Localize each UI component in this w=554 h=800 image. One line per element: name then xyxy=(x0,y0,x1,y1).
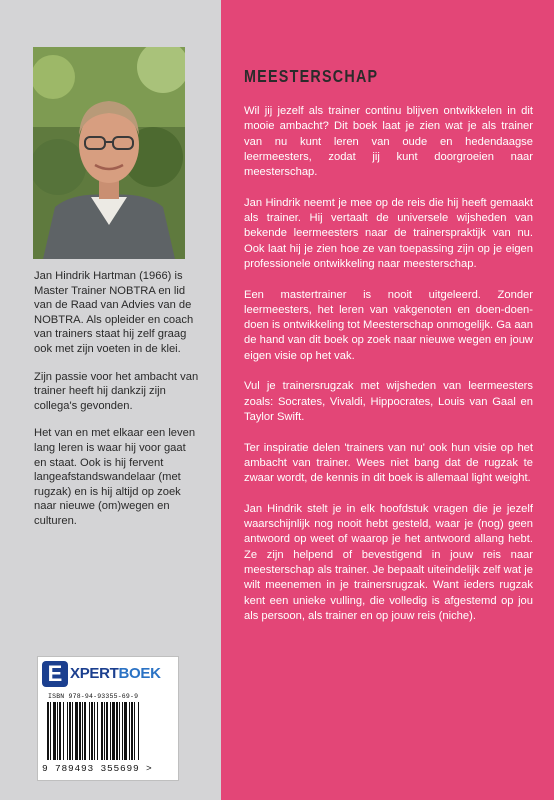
barcode-bar xyxy=(104,702,105,760)
publisher-name-part2: BOEK xyxy=(118,665,161,682)
author-bio xyxy=(34,269,200,542)
publisher-logo-mark: E xyxy=(42,661,68,687)
barcode-bar xyxy=(59,702,61,760)
barcode-bar xyxy=(75,702,78,760)
barcode-bar xyxy=(91,702,93,760)
body-paragraph: Jan Hindrik neemt je mee op de reis die hij heeft gemaakt als trainer. Hij vertaalt de universele wijsheden van bekende leermeesters naar de trainerspraktijk van nu. Ook laat hij je zien hoe ze van toepassing zijn op je eigen professionele ontwikkeling naar meesterschap. xyxy=(244,196,533,270)
barcode-bar xyxy=(82,702,83,760)
barcode-bar xyxy=(106,702,108,760)
bio-paragraph: Zijn passie voor het ambacht van trainer heeft hij dankzij zijn collega's gevonden. xyxy=(34,370,199,412)
publisher-logo xyxy=(42,661,174,687)
barcode-bar xyxy=(122,702,123,760)
bio-paragraph: Jan Hindrik Hartman (1966) is Master Trainer NOBTRA en lid van de Raad van Advies van de NOBTRA. Als opleider en coach van trainers staat hij zelf graag ook met zijn voeten in de klei. xyxy=(34,270,194,355)
barcode-bar xyxy=(69,702,71,760)
barcode-bar xyxy=(67,702,68,760)
barcode-bar xyxy=(131,702,133,760)
barcode-bar xyxy=(138,702,139,760)
barcode-bar xyxy=(84,702,86,760)
barcode-icon xyxy=(47,702,167,762)
barcode-bar xyxy=(124,702,127,760)
barcode-bar xyxy=(89,702,90,760)
publisher-name xyxy=(70,665,161,682)
isbn-label: ISBN 978-94-93355-69-9 xyxy=(48,693,139,700)
barcode-bar xyxy=(94,702,95,760)
barcode-bar xyxy=(110,702,111,760)
barcode-bar xyxy=(101,702,103,760)
barcode-bar xyxy=(47,702,49,760)
back-cover-text xyxy=(244,104,533,639)
barcode-digits: 9 789493 355699 > xyxy=(42,763,153,774)
barcode-bar xyxy=(50,702,51,760)
barcode-bar xyxy=(129,702,130,760)
barcode-bar xyxy=(119,702,120,760)
body-paragraph: Jan Hindrik stelt je in elk hoofdstuk vragen die je jezelf waarschijnlijk nog nooit hebt gesteld, waar je (nog) geen antwoord op weet of waarop je het antwoord allang hebt. Ze zijn helpend of bevestigend in jouw reis naar meesterschap als trainer. Je bepaalt uiteindelijk zelf wat je wilt meenemen in je trainersrugzak. Want ieders rugzak kent een unieke vulling, die volledig is afgestemd op jou als persoon, als trainer en op jouw reis (niche). xyxy=(244,502,533,622)
barcode-bar xyxy=(134,702,135,760)
barcode-bar xyxy=(72,702,73,760)
barcode-bar xyxy=(63,702,64,760)
book-title: MEESTERSCHAP xyxy=(244,66,379,86)
barcode-box xyxy=(37,656,179,781)
barcode-bar xyxy=(97,702,98,760)
body-paragraph: Wil jij jezelf als trainer continu blijven ontwikkelen in dit mooie ambacht? Dit boek laat je zien wat je als trainer van nu kunt leren van oude en hedendaagse leermeesters, zodat jij kunt doorgroeien naar meesterschap. xyxy=(244,105,533,179)
body-paragraph: Vul je trainersrugzak met wijsheden van leermeesters zoals: Socrates, Vivaldi, Hippocrates, Louis van Gaal en Taylor Swift. xyxy=(244,380,533,423)
body-paragraph: Een mastertrainer is nooit uitgeleerd. Zonder leermeesters, het leren van vakgenoten en doen-doen-doen is ontwikkeling tot Meesterschap onmogelijk. Ga aan de hand van dit boek op zoek naar nieuwe wegen en jouw eigen visie op het vak. xyxy=(244,288,533,362)
bio-paragraph: Het van en met elkaar een leven lang leren is waar hij voor gaat en staat. Ook is hij fervent langeafstandswandelaar (met rugzak) en is hij altijd op zoek naar nieuwe (om)wegen en culturen. xyxy=(34,427,196,527)
barcode-bar xyxy=(112,702,115,760)
barcode-bar xyxy=(116,702,118,760)
barcode-bar xyxy=(53,702,56,760)
barcode-bar xyxy=(79,702,81,760)
author-photo xyxy=(33,47,185,259)
body-paragraph: Ter inspiratie delen 'trainers van nu' ook hun visie op het ambacht van trainer. Wees niet bang dat de rugzak te zwaar wordt, de kennis in dit boek is allemaal light weight. xyxy=(244,441,533,485)
barcode-bar xyxy=(57,702,58,760)
publisher-name-part1: XPERT xyxy=(70,665,119,682)
